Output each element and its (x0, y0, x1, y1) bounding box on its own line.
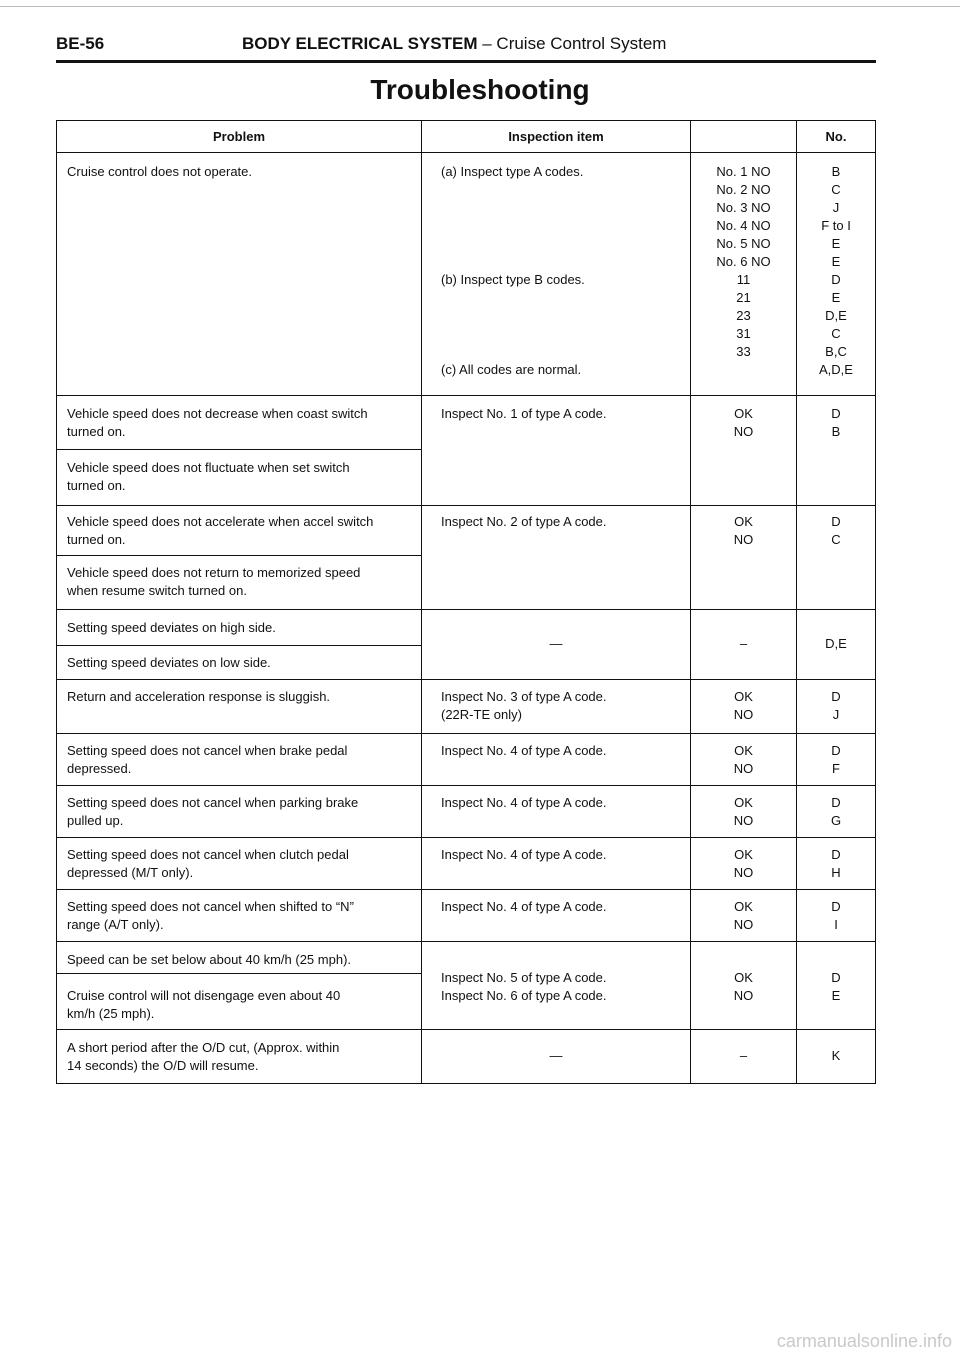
row-divider (57, 837, 875, 838)
row-divider (57, 785, 875, 786)
problem-cell: Vehicle speed does not fluctuate when set switch turned on. (67, 460, 350, 493)
result-cell: OK NO (733, 689, 754, 722)
result-cell: OK NO (733, 970, 754, 1003)
row-divider (57, 505, 875, 506)
inspection-cell: Inspect No. 1 of type A code. (441, 406, 607, 421)
row-divider (57, 395, 875, 396)
problem-sub-divider (57, 973, 421, 974)
problem-cell: Setting speed does not cancel when clutch pedal depressed (M/T only). (67, 847, 349, 880)
inspection-cell: Inspect No. 3 of type A code. (22R-TE only) (441, 689, 607, 722)
number-cell: D G (830, 795, 842, 828)
inspection-cell: (a) Inspect type A codes. (b) Inspect type B codes. (c) All codes are normal. (441, 164, 585, 377)
problem-cell: A short period after the O/D cut, (Approx. within 14 seconds) the O/D will resume. (67, 1040, 340, 1073)
number-cell: B C J F to I E E D E D,E C B,C A,D,E (819, 164, 853, 377)
number-cell: D,E (825, 636, 847, 651)
row-divider (57, 733, 875, 734)
result-cell: – (739, 1048, 748, 1063)
problem-cell: Cruise control does not operate. (67, 164, 252, 179)
problem-cell: Speed can be set below about 40 km/h (25 mph). (67, 952, 352, 967)
number-cell: D C (831, 514, 841, 547)
problem-cell: Return and acceleration response is sluggish. (67, 689, 331, 704)
problem-sub-divider (57, 449, 421, 450)
inspection-cell: Inspect No. 2 of type A code. (441, 514, 607, 529)
result-cell: OK NO (733, 514, 754, 547)
number-cell: D B (831, 406, 841, 439)
inspection-cell: Inspect No. 4 of type A code. (441, 899, 607, 914)
column-divider (421, 121, 422, 1083)
row-divider (57, 152, 875, 153)
header-problem: Problem (212, 129, 265, 144)
problem-cell: Cruise control will not disengage even about 40 km/h (25 mph). (67, 988, 341, 1021)
section-title-rest: – Cruise Control System (477, 34, 667, 53)
row-divider (57, 889, 875, 890)
section-title-bold: BODY ELECTRICAL SYSTEM (242, 34, 478, 53)
problem-cell: Setting speed does not cancel when shifted to “N” range (A/T only). (67, 899, 354, 932)
troubleshooting-table (56, 120, 876, 1084)
problem-cell: Vehicle speed does not decrease when coast switch turned on. (67, 406, 368, 439)
inspection-cell: Inspect No. 4 of type A code. (441, 795, 607, 810)
watermark: carmanualsonline.info (776, 1331, 952, 1351)
number-cell: K (831, 1048, 841, 1063)
problem-cell: Setting speed deviates on high side. (67, 620, 276, 635)
row-divider (57, 609, 875, 610)
inspection-cell: — (549, 1048, 563, 1063)
result-cell: OK NO (733, 795, 754, 828)
number-cell: D J (831, 689, 841, 722)
inspection-cell: Inspect No. 4 of type A code. (441, 847, 607, 862)
header-inspection: Inspection item (508, 129, 604, 144)
problem-sub-divider (57, 645, 421, 646)
row-divider (57, 679, 875, 680)
result-cell: OK NO (733, 899, 754, 932)
top-edge-line (0, 6, 960, 7)
page-header (56, 34, 876, 56)
inspection-cell: Inspect No. 5 of type A code. Inspect No. 6 of type A code. (441, 970, 607, 1003)
header-number: No. (825, 129, 847, 144)
page-title: Troubleshooting (370, 74, 590, 105)
problem-cell: Setting speed does not cancel when brake pedal depressed. (67, 743, 348, 776)
result-cell: OK NO (733, 847, 754, 880)
number-cell: D I (831, 899, 841, 932)
problem-sub-divider (57, 555, 421, 556)
number-cell: D H (831, 847, 841, 880)
number-cell: D E (831, 970, 841, 1003)
row-divider (57, 941, 875, 942)
result-cell: OK NO (733, 406, 754, 439)
inspection-cell: Inspect No. 4 of type A code. (441, 743, 607, 758)
section-title (242, 34, 666, 54)
result-cell: OK NO (733, 743, 754, 776)
page-number: BE-56 (56, 34, 105, 53)
problem-cell: Vehicle speed does not return to memorized speed when resume switch turned on. (67, 565, 361, 598)
inspection-cell: — (549, 636, 563, 651)
problem-cell: Setting speed does not cancel when parking brake pulled up. (67, 795, 359, 828)
problem-cell: Vehicle speed does not accelerate when accel switch turned on. (67, 514, 374, 547)
result-cell: No. 1 NO No. 2 NO No. 3 NO No. 4 NO No. 5 NO No. 6 NO 11 21 23 31 33 (716, 164, 771, 359)
problem-cell: Setting speed deviates on low side. (67, 655, 271, 670)
row-divider (57, 1029, 875, 1030)
number-cell: D F (831, 743, 841, 776)
header-rule (56, 60, 876, 63)
result-cell: – (739, 636, 748, 651)
